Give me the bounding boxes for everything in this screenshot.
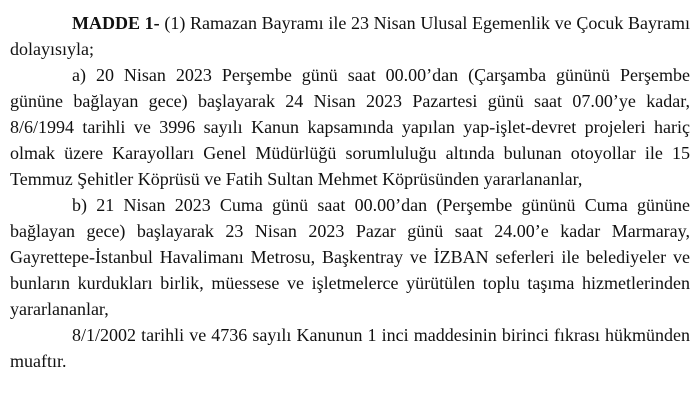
paragraph-conclusion: 8/1/2002 tarihli ve 4736 sayılı Kanunun 1 inci maddesinin birinci fıkrası hükmünden muaftır. [10,325,690,371]
paragraph-item-b: b) 21 Nisan 2023 Cuma günü saat 00.00’dan (Perşembe gününü Cuma gününe bağlayan gece) başlayarak 23 Nisan 2023 Pazar günü saat 24.00’e kadar Marmaray, Gayrettepe-İstanbul Havalimanı Metrosu, Başkentray ve İZBAN seferleri ile belediyeler ve bunların kurdukları birlik, müessese ve işletmelerce yürütülen toplu taşıma hizmetlerinden yararlananlar, [10,195,690,319]
paragraph-item-a: a) 20 Nisan 2023 Perşembe günü saat 00.00’dan (Çarşamba gününü Perşembe gününe bağlayan gece) başlayarak 24 Nisan 2023 Pazartesi günü saat 07.00’ye kadar, 8/6/1994 tarihli ve 3996 sayılı Kanun kapsamında yapılan yap-işlet-devret projeleri hariç olmak üzere Karayolları Genel Müdürlüğü sorumluluğu altında bulunan otoyollar ile 15 Temmuz Şehitler Köprüsü ve Fatih Sultan Mehmet Köprüsünden yararlananlar, [10,65,690,189]
paragraph-intro [10,10,690,62]
article-label: MADDE 1- [72,13,160,33]
paragraph-intro-text: (1) Ramazan Bayramı ile 23 Nisan Ulusal Egemenlik ve Çocuk Bayramı dolayısıyla; [10,13,690,59]
